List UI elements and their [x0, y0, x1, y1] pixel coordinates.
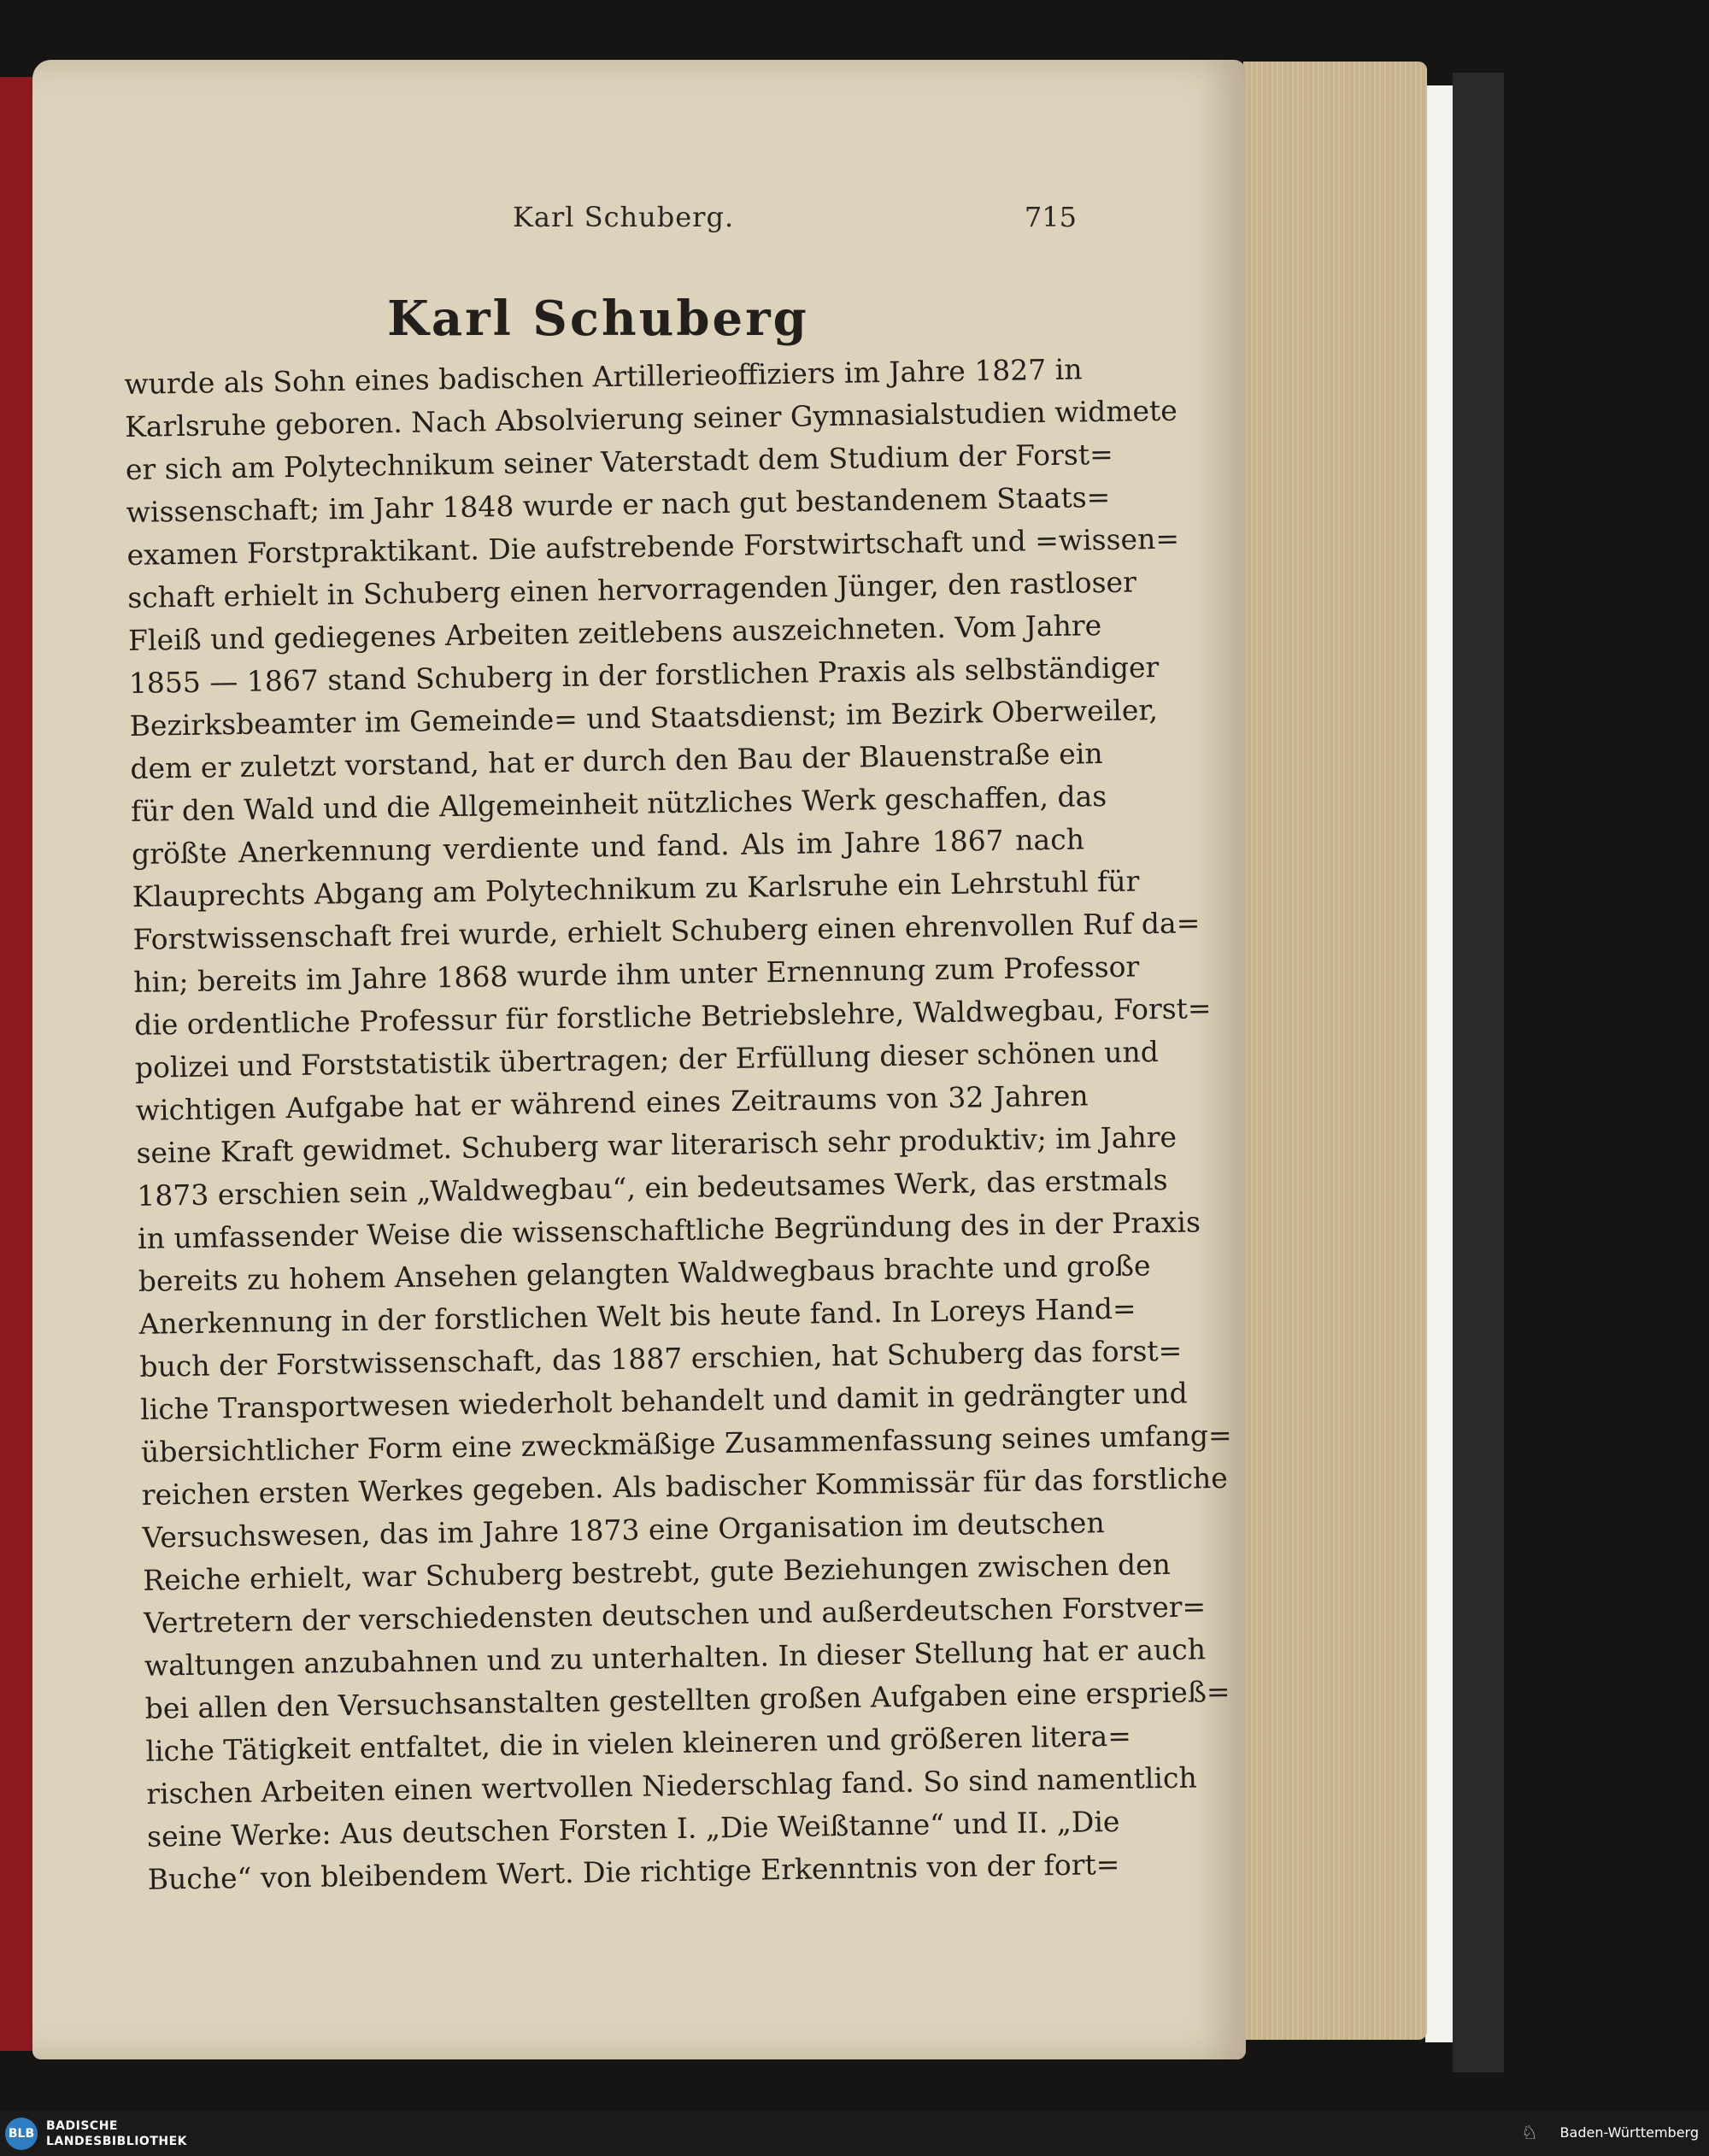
article-title: Karl Schuberg: [387, 291, 809, 347]
library-name[interactable]: [46, 2118, 187, 2149]
text-line: für den Wald und die Allgemeinheit nützliches Werk geschaffen, das: [130, 778, 1107, 828]
coat-of-arms-icon: ♘: [1521, 2123, 1538, 2144]
text-line: 1855 — 1867 stand Schuberg in der forstlichen Praxis als selbständiger: [128, 650, 1160, 700]
text-line: reichen ersten Werkes gegeben. Als badischer Kommissär für das forstliche: [141, 1460, 1229, 1512]
text-line: übersichtlicher Form eine zweckmäßige Zusammenfassung seines umfang=: [140, 1418, 1232, 1469]
page-header: [513, 201, 1077, 244]
text-line: wissenschaft; im Jahr 1848 wurde er nach gut bestandenem Staats=: [126, 479, 1111, 529]
running-head: Karl Schuberg.: [513, 201, 735, 233]
text-line: liche Transportwesen wiederholt behandelt und damit in gedrängter und: [139, 1376, 1188, 1426]
text-line: Buche“ von bleibendem Wert. Die richtige Erkenntnis von der fort=: [147, 1847, 1120, 1896]
endpaper: [1425, 85, 1453, 2042]
state-label[interactable]: Baden-Württemberg: [1559, 2124, 1699, 2141]
text-line: Vertretern der verschiedensten deutschen und außerdeutschen Forstver=: [143, 1589, 1207, 1640]
text-line: Reiche erhielt, war Schuberg bestrebt, gute Beziehungen zwischen den: [143, 1547, 1172, 1597]
text-line: hin; bereits im Jahre 1868 wurde ihm unter Ernennung zum Professor: [133, 949, 1140, 999]
page-number: 715: [1024, 201, 1077, 233]
book-cover-right-edge: [1453, 73, 1504, 2072]
viewer-footer: [0, 2111, 1709, 2156]
text-line: Anerkennung in der forstlichen Welt bis heute fand. In Loreys Hand=: [138, 1291, 1136, 1341]
text-line: examen Forstpraktikant. Die aufstrebende Forstwirtschaft und =wissen=: [126, 521, 1180, 572]
library-name-line1: BADISCHE: [46, 2119, 118, 2133]
book-cover-left-edge: [0, 77, 34, 2051]
text-line: bereits zu hohem Ansehen gelangten Waldwegbaus brachte und große: [138, 1248, 1151, 1298]
text-line: in umfassender Weise die wissenschaftliche Begründung des in der Praxis: [137, 1205, 1201, 1255]
text-line: polizei und Forststatistik übertragen; der Erfüllung dieser schönen und: [134, 1035, 1160, 1084]
text-line: die ordentliche Professur für forstliche Betriebslehre, Waldwegbau, Forst=: [133, 991, 1212, 1042]
text-line: größte Anerkennung verdiente und fand. Als im Jahre 1867 nach: [131, 822, 1085, 871]
text-line: buch der Forstwissenschaft, das 1887 erschien, hat Schuberg das forst=: [139, 1333, 1183, 1383]
body-text: [124, 348, 1232, 1900]
text-line: Fleiß und gediegenes Arbeiten zeitlebens auszeichneten. Vom Jahre: [127, 608, 1102, 657]
text-line: seine Werke: Aus deutschen Forsten I. „Die Weißtanne“ und II. „Die: [146, 1804, 1120, 1853]
text-line: wichtigen Aufgabe hat er während eines Zeitraums von 32 Jahren: [135, 1078, 1089, 1127]
text-line: schaft erhielt in Schuberg einen hervorragenden Jünger, den rastloser: [127, 565, 1137, 614]
text-line: seine Kraft gewidmet. Schuberg war literarisch sehr produktiv; im Jahre: [136, 1119, 1178, 1170]
text-line: wurde als Sohn eines badischen Artillerieoffiziers im Jahre 1827 in: [124, 352, 1083, 401]
text-line: rischen Arbeiten einen wertvollen Niederschlag fand. So sind namentlich: [145, 1760, 1197, 1811]
text-line: Forstwissenschaft frei wurde, erhielt Schuberg einen ehrenvollen Ruf da=: [132, 906, 1201, 956]
text-line: liche Tätigkeit entfaltet, die in vielen kleineren und größeren litera=: [145, 1718, 1132, 1768]
text-line: dem er zuletzt vorstand, hat er durch den Bau der Blauenstraße ein: [130, 737, 1103, 785]
page-block-edges: [1243, 62, 1427, 2040]
text-line: waltungen anzubahnen und zu unterhalten. In dieser Stellung hat er auch: [144, 1632, 1207, 1683]
library-name-line2: LANDESBIBLIOTHEK: [46, 2135, 188, 2148]
text-line: Versuchswesen, das im Jahre 1873 eine Organisation im deutschen: [142, 1506, 1105, 1554]
text-line: Klauprechts Abgang am Polytechnikum zu Karlsruhe ein Lehrstuhl für: [132, 864, 1140, 914]
text-line: 1873 erschien sein „Waldwegbau“, ein bedeutsames Werk, das erstmals: [137, 1162, 1168, 1213]
blb-logo-icon[interactable]: BLB: [5, 2118, 38, 2150]
text-line: bei allen den Versuchsanstalten gestellten großen Aufgaben eine ersprieß=: [144, 1674, 1230, 1725]
text-line: er sich am Polytechnikum seiner Vaterstadt dem Studium der Forst=: [125, 437, 1114, 486]
text-line: Bezirksbeamter im Gemeinde= und Staatsdienst; im Bezirk Oberweiler,: [129, 693, 1159, 743]
text-line: Karlsruhe geboren. Nach Absolvierung seiner Gymnasialstudien widmete: [124, 393, 1178, 444]
